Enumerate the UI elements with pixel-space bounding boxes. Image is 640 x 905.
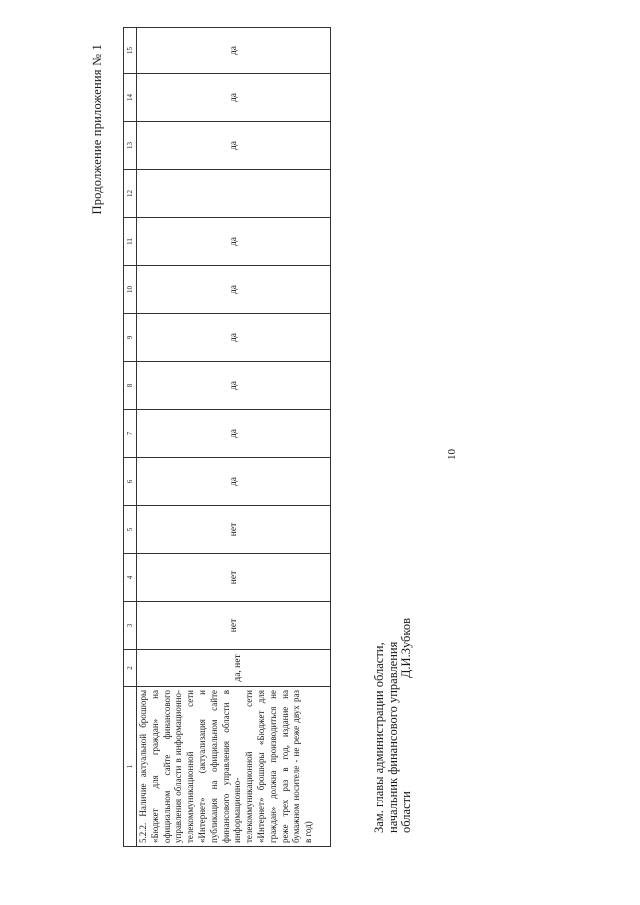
column-number: 14 bbox=[124, 74, 137, 122]
table-cell: да bbox=[137, 122, 331, 170]
table-row bbox=[137, 28, 331, 847]
column-number: 5 bbox=[124, 506, 137, 554]
column-number: 12 bbox=[124, 170, 137, 218]
column-number: 9 bbox=[124, 314, 137, 362]
column-number: 3 bbox=[124, 602, 137, 650]
column-number: 13 bbox=[124, 122, 137, 170]
table-cell: нет bbox=[137, 602, 331, 650]
column-number: 2 bbox=[124, 650, 137, 687]
table-cell: да bbox=[137, 218, 331, 266]
signature-line bbox=[400, 618, 414, 833]
signature-block bbox=[373, 618, 414, 833]
table-cell: нет bbox=[137, 554, 331, 602]
signature-region: области bbox=[399, 791, 413, 833]
signature-line: Зам. главы администрации области, bbox=[372, 642, 386, 833]
indicator-description: 5.2.2. Наличие актуальной брошюры «Бюджет для граждан» на официальном сайте финансового управления области в информационно-телекоммуникационной сети «Интернет» (актуализация и публикация на официальном сайте финансового управления области в информационно-телекоммуникационной сети «Интернет» брошюры «Бюджет для граждан» должна производиться не реже трех раз в год, издание на бумажном носителе - не реже двух раз в год) bbox=[137, 687, 331, 847]
table-cell: да bbox=[137, 458, 331, 506]
column-number: 7 bbox=[124, 410, 137, 458]
table-cell: да bbox=[137, 266, 331, 314]
column-number: 6 bbox=[124, 458, 137, 506]
column-number-row bbox=[124, 28, 137, 847]
signatory-name: Д.И.Зубков bbox=[399, 618, 413, 679]
indicator-table bbox=[123, 27, 331, 847]
table-cell: да bbox=[137, 362, 331, 410]
column-number: 8 bbox=[124, 362, 137, 410]
page-number: 10 bbox=[446, 449, 458, 460]
table-cell: да bbox=[137, 410, 331, 458]
table-cell: да bbox=[137, 28, 331, 74]
column-number: 1 bbox=[124, 687, 137, 847]
table-cell: да bbox=[137, 74, 331, 122]
appendix-heading: Продолжение приложения № 1 bbox=[90, 44, 104, 215]
column-number: 11 bbox=[124, 218, 137, 266]
table-cell bbox=[137, 170, 331, 218]
column-number: 4 bbox=[124, 554, 137, 602]
column-number: 10 bbox=[124, 266, 137, 314]
table-cell: да, нет bbox=[137, 650, 331, 687]
column-number: 15 bbox=[124, 28, 137, 74]
signature-line: начальник финансового управления bbox=[385, 641, 400, 833]
table-cell: да bbox=[137, 314, 331, 362]
table-cell: нет bbox=[137, 506, 331, 554]
